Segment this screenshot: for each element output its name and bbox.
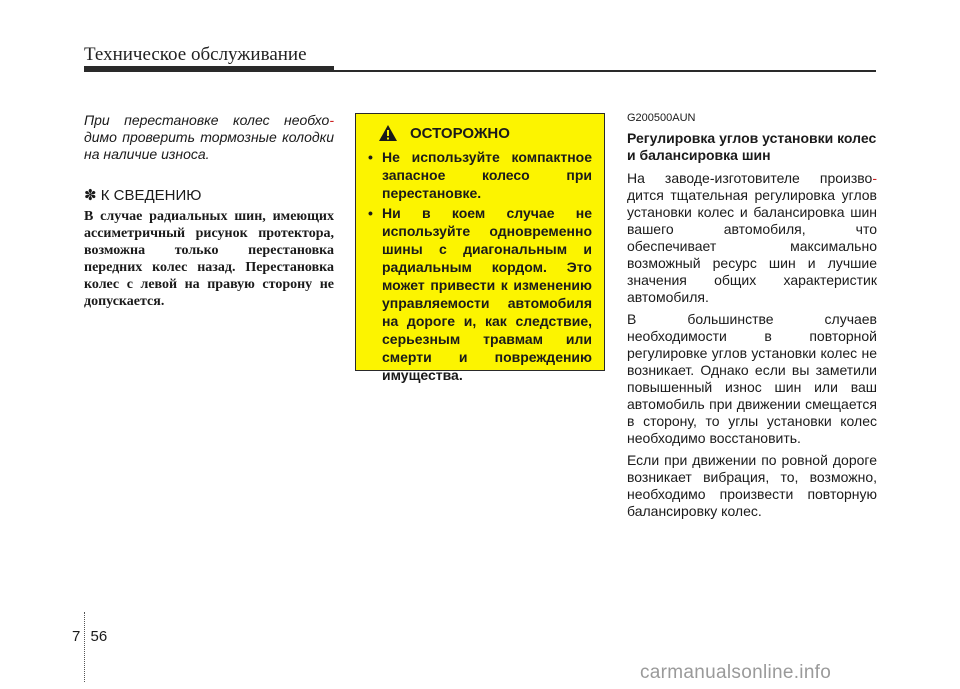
- warning-item: • Не используйте компактное запасное колесо при перестановке.: [368, 148, 592, 202]
- paragraph-1-text: На заводе-изготовителе произво: [627, 170, 873, 186]
- page-header-title: Техническое обслуживание: [84, 44, 307, 65]
- warning-box: [355, 113, 605, 383]
- note-heading: [84, 186, 334, 204]
- section-title: Регулировка углов установки колес и балансировка шин: [627, 130, 877, 163]
- right-column: [627, 112, 877, 525]
- page-number: [72, 628, 107, 645]
- intro-text: При перестановке колес необхо: [84, 112, 330, 128]
- header-rule-thin: [334, 70, 876, 72]
- warning-triangle-icon: [378, 124, 398, 142]
- warning-header: [368, 124, 592, 142]
- warning-item: • Ни в коем случае не используйте одновременно шины с диагональным и радиальным кордом. Это может привести к изменению управляемости автомобиля на дороге и, как следствие, серьезным травмам или смерти и повреждению имущества.: [368, 204, 592, 384]
- footer-separator: [84, 612, 85, 682]
- chapter-number: 7: [72, 628, 81, 645]
- paragraph-1-hyphen: -: [872, 170, 877, 186]
- watermark: carmanualsonline.info: [640, 662, 832, 683]
- warning-list: [368, 148, 592, 384]
- section-code: G200500AUN: [627, 112, 696, 124]
- note-body: В случае радиальных шин, имеющих ассиметричный рисунок протектора, возможна только перестановка передних колес назад. Перестановка колес с левой на правую сторону не допускается.: [84, 209, 334, 309]
- paragraph-1: [627, 170, 877, 306]
- note-asterisk-icon: ✽: [84, 187, 97, 204]
- intro-text-rest: димо проверить тормозные колодки на наличие износа.: [84, 129, 334, 162]
- note-title: К СВЕДЕНИЮ: [100, 187, 202, 204]
- paragraph-2: В большинстве случаев необходимости в повторной регулировке углов установки колес не возникает. Однако если вы заметили повышенный износ шин или ваш автомобиль при движении смещается в сторону, то углы установки колес необходимо восстановить.: [627, 311, 877, 446]
- header-rule-thick: [84, 66, 334, 72]
- intro-paragraph: [84, 112, 334, 163]
- paragraph-3: Если при движении по ровной дороге возникает вибрация, то, возможно, необходимо произвести повторную балансировку колес.: [627, 452, 877, 519]
- page-number-value: 56: [90, 628, 108, 645]
- paragraph-1-rest: дится тщательная регулировка углов установки колес и балансировка шин вашего автомобиля, что обеспечивает максимально возможный ресурс шин и лучшие значения общих характеристик автомобиля.: [627, 187, 877, 305]
- left-column: [84, 112, 334, 310]
- intro-hyphen: -: [329, 112, 334, 128]
- warning-title: ОСТОРОЖНО: [410, 124, 510, 142]
